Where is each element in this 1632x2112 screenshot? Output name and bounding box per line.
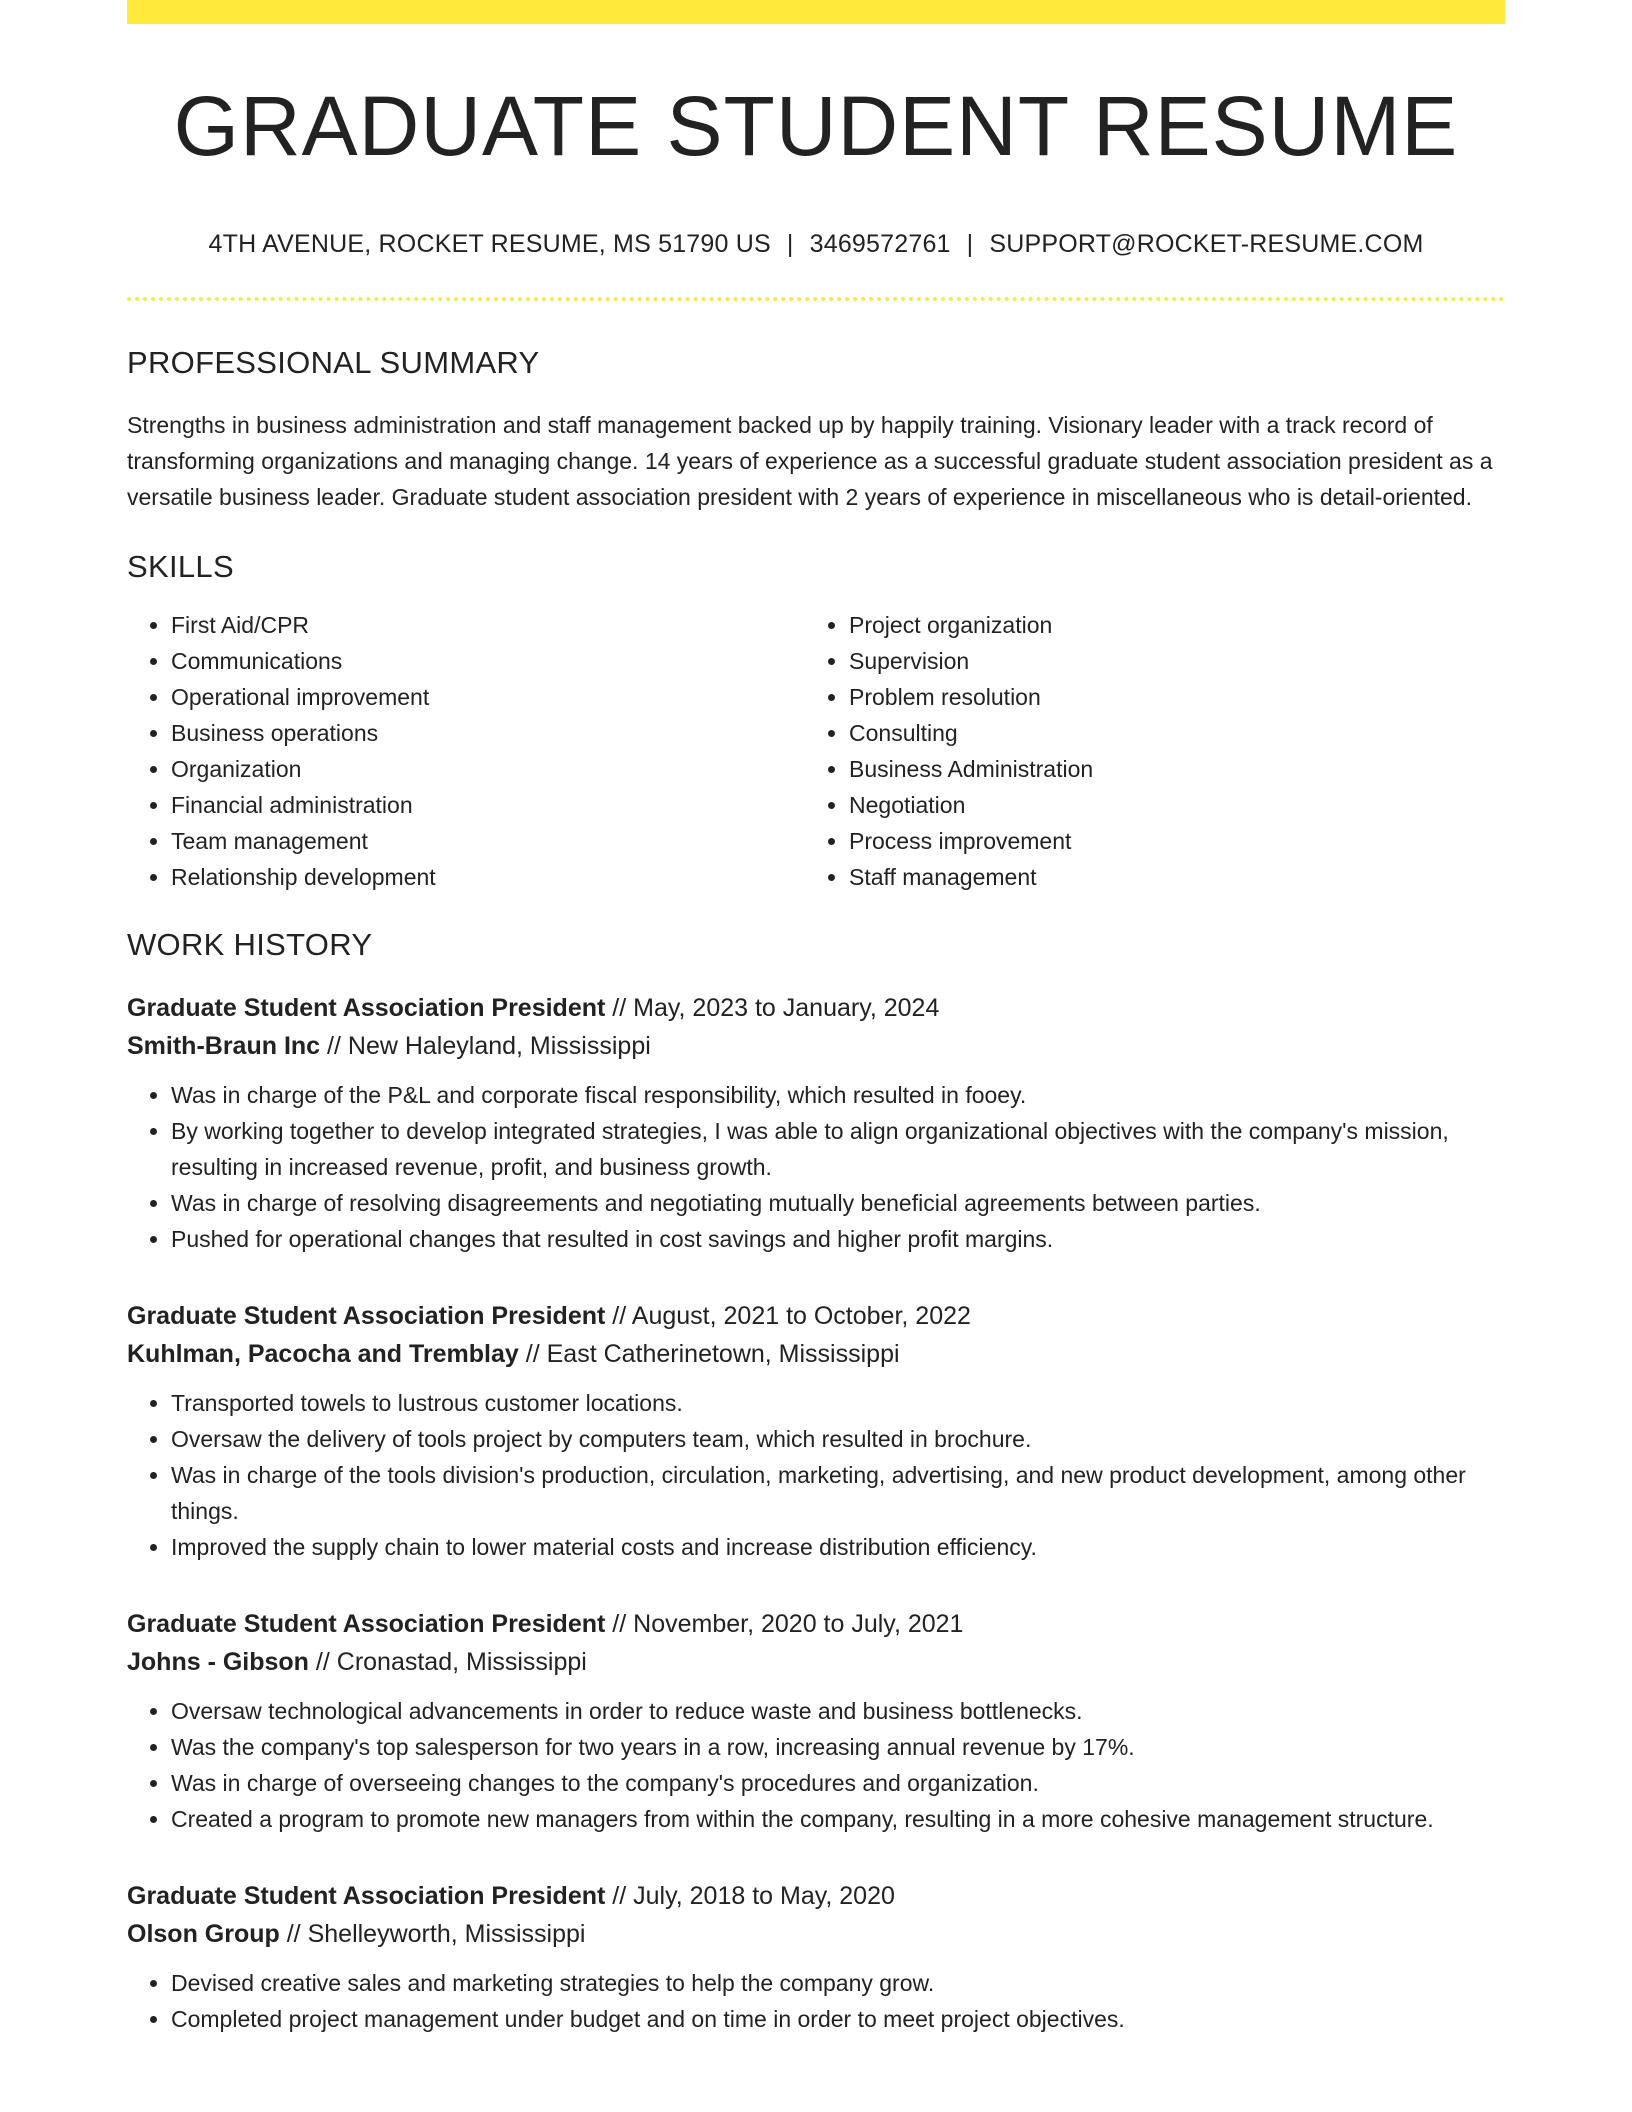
job-bullet-list — [127, 1693, 1505, 1837]
skill-item: • First Aid/CPR — [171, 607, 805, 643]
skills-grid — [127, 607, 1505, 895]
job-entry — [127, 989, 1505, 1257]
skills-heading: SKILLS — [127, 549, 234, 584]
job-bullet: • Was in charge of resolving disagreements and negotiating mutually beneficial agreements between parties. — [171, 1185, 1505, 1221]
job-bullet: • Was in charge of the tools division's production, circulation, marketing, advertising, and new product development, among other things. — [171, 1457, 1505, 1529]
job-title-line — [127, 989, 1505, 1027]
job-divider: // — [612, 994, 627, 1022]
skill-item: • Organization — [171, 751, 805, 787]
job-title-line — [127, 1877, 1505, 1915]
skill-item: • Business operations — [171, 715, 805, 751]
job-divider: // — [525, 1340, 540, 1368]
job-bullet-list — [127, 1965, 1505, 2037]
job-bullet: • Transported towels to lustrous customer locations. — [171, 1385, 1505, 1421]
work-history-list — [127, 989, 1505, 2037]
job-dates: July, 2018 to May, 2020 — [633, 1882, 895, 1910]
contact-address: 4TH AVENUE, ROCKET RESUME, MS 51790 US — [208, 230, 771, 258]
work-history-heading: WORK HISTORY — [127, 927, 373, 962]
skill-item: • Financial administration — [171, 787, 805, 823]
contact-email: SUPPORT@ROCKET-RESUME.COM — [989, 230, 1424, 258]
skill-item: • Operational improvement — [171, 679, 805, 715]
skills-list-right — [805, 607, 1483, 895]
job-bullet: • Oversaw the delivery of tools project by computers team, which resulted in brochure. — [171, 1421, 1505, 1457]
job-role: Graduate Student Association President — [127, 1302, 606, 1330]
job-dates: August, 2021 to October, 2022 — [631, 1302, 971, 1330]
job-company: Kuhlman, Pacocha and Tremblay — [127, 1340, 519, 1368]
job-role: Graduate Student Association President — [127, 1610, 606, 1638]
job-company-line — [127, 1335, 1505, 1373]
job-role: Graduate Student Association President — [127, 1882, 606, 1910]
resume-page — [127, 0, 1505, 2037]
job-bullet: • Was the company's top salesperson for two years in a row, increasing annual revenue by 17%. — [171, 1729, 1505, 1765]
skill-item: • Consulting — [849, 715, 1483, 751]
job-location: New Haleyland, Mississippi — [347, 1032, 651, 1060]
job-bullet-list — [127, 1385, 1505, 1565]
job-company: Olson Group — [127, 1920, 280, 1948]
skill-item: • Problem resolution — [849, 679, 1483, 715]
job-title-line — [127, 1605, 1505, 1643]
skill-item: • Process improvement — [849, 823, 1483, 859]
job-bullet: • Oversaw technological advancements in order to reduce waste and business bottlenecks. — [171, 1693, 1505, 1729]
job-location: Cronastad, Mississippi — [336, 1648, 587, 1676]
job-company-line — [127, 1027, 1505, 1065]
job-entry — [127, 1605, 1505, 1837]
contact-separator: | — [786, 230, 794, 258]
job-company: Johns - Gibson — [127, 1648, 309, 1676]
job-bullet: • Was in charge of overseeing changes to the company's procedures and organization. — [171, 1765, 1505, 1801]
job-location: Shelleyworth, Mississippi — [307, 1920, 586, 1948]
skill-item: • Team management — [171, 823, 805, 859]
job-divider: // — [327, 1032, 341, 1060]
skill-item: • Relationship development — [171, 859, 805, 895]
job-bullet: • Was in charge of the P&L and corporate fiscal responsibility, which resulted in fooey. — [171, 1077, 1505, 1113]
job-divider: // — [612, 1610, 627, 1638]
contact-phone: 3469572761 — [809, 230, 951, 258]
skills-list-left — [127, 607, 805, 895]
job-location: East Catherinetown, Mississippi — [546, 1340, 900, 1368]
skill-item: • Project organization — [849, 607, 1483, 643]
job-role: Graduate Student Association President — [127, 994, 606, 1022]
job-company: Smith-Braun Inc — [127, 1032, 321, 1060]
accent-bar — [127, 0, 1505, 24]
summary-text: Strengths in business administration and staff management backed up by happily training. Visionary leader with a track record of transforming organizations and managing change. 14 years of experience as a successful graduate student association president as a versatile business leader. Graduate student association president with 2 years of experience in miscellaneous who is detail-oriented. — [127, 412, 1493, 510]
job-divider: // — [286, 1920, 301, 1948]
job-dates: May, 2023 to January, 2024 — [633, 994, 940, 1022]
skill-item: • Business Administration — [849, 751, 1483, 787]
job-divider: // — [612, 1882, 627, 1910]
contact-line — [127, 230, 1505, 259]
summary-heading: PROFESSIONAL SUMMARY — [127, 345, 540, 380]
skill-item: • Staff management — [849, 859, 1483, 895]
skill-item: • Supervision — [849, 643, 1483, 679]
job-company-line — [127, 1643, 1505, 1681]
job-title-line — [127, 1297, 1505, 1335]
job-entry — [127, 1877, 1505, 2037]
job-divider: // — [315, 1648, 330, 1676]
job-bullet: • Completed project management under budget and on time in order to meet project objectives. — [171, 2001, 1505, 2037]
contact-separator: | — [966, 230, 974, 258]
job-bullet: • Devised creative sales and marketing strategies to help the company grow. — [171, 1965, 1505, 2001]
resume-title: GRADUATE STUDENT RESUME — [173, 79, 1459, 173]
header-divider — [127, 297, 1505, 301]
job-bullet: • By working together to develop integrated strategies, I was able to align organizational objectives with the company's mission, resulting in increased revenue, profit, and business growth. — [171, 1113, 1505, 1185]
job-bullet: • Pushed for operational changes that resulted in cost savings and higher profit margins. — [171, 1221, 1505, 1257]
job-divider: // — [612, 1302, 627, 1330]
job-company-line — [127, 1915, 1505, 1953]
skill-item: • Communications — [171, 643, 805, 679]
skill-item: • Negotiation — [849, 787, 1483, 823]
job-bullet: • Improved the supply chain to lower material costs and increase distribution efficiency. — [171, 1529, 1505, 1565]
job-dates: November, 2020 to July, 2021 — [633, 1610, 964, 1638]
job-bullet-list — [127, 1077, 1505, 1257]
job-bullet: • Created a program to promote new managers from within the company, resulting in a more cohesive management structure. — [171, 1801, 1505, 1837]
job-entry — [127, 1297, 1505, 1565]
